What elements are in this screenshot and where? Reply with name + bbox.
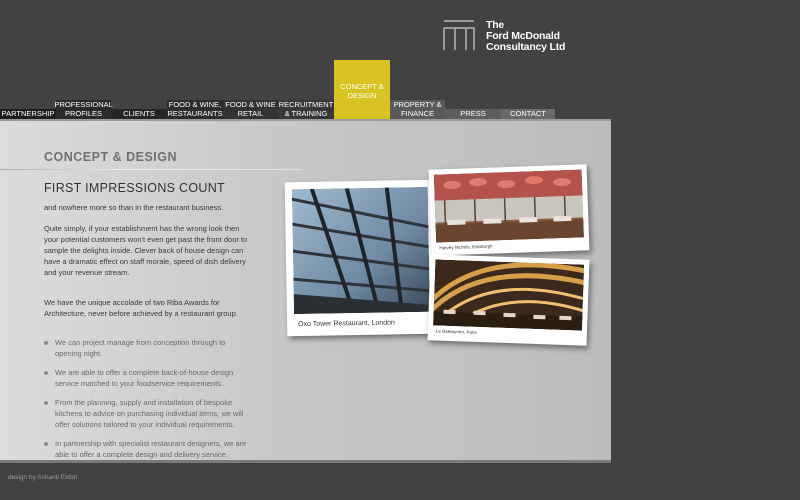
- photo-caption-bottom: Le Bateaurien, Paris: [435, 328, 477, 335]
- nav-concept-design[interactable]: CONCEPT & DESIGN: [334, 60, 390, 120]
- nav-press[interactable]: PRESS: [445, 109, 501, 120]
- list-item-text: In partnership with specialist restaurant designers, we are able to offer a complete design and delivery service.: [55, 439, 247, 459]
- dining-room-illustration: [434, 169, 584, 242]
- nav-professional-profiles[interactable]: PROFESSIONAL PROFILES: [56, 100, 111, 120]
- nav-food-wine-restaurants[interactable]: FOOD & WINE, RESTAURANTS: [167, 100, 223, 120]
- footer-divider: [0, 460, 611, 463]
- restaurant-bottom-image: [433, 259, 584, 330]
- photo-caption-top: Harvey Nichols, Edinburgh: [439, 243, 493, 251]
- body-paragraph-1: Quite simply, if your establishment has the wrong look then your potential customers won't even get past the front door to sample the delights inside. Clever back of house design can have a dramatic effect on staff morale, speed of dish delivery and your revenue stream.: [44, 224, 248, 277]
- bullet-icon: [44, 341, 48, 345]
- brand-line-1: The: [486, 19, 505, 31]
- body-paragraph-2: We have the unique accolade of two Riba Awards for Architecture, never before achieved by a restaurant group.: [44, 298, 238, 318]
- list-item: [44, 397, 254, 430]
- list-item-text: We are able to offer a complete back-of-house design service matched to your foodservice requirements.: [55, 368, 234, 388]
- photo-oxo-tower: [285, 180, 438, 337]
- glass-roof-illustration: [292, 187, 430, 314]
- list-item-text: From the planning, supply and installation of bespoke kitchens to advice on purchasing individual items, we will offer solutions tailored to your individual requirements.: [55, 398, 244, 429]
- nav-property-finance[interactable]: PROPERTY & FINANCE: [390, 100, 445, 120]
- list-item: [44, 438, 254, 460]
- main-nav: [0, 0, 800, 120]
- photo-restaurant-bottom: [428, 254, 590, 345]
- intro-text: and nowhere more so than in the restaurant business.: [44, 203, 224, 212]
- nav-food-wine-retail[interactable]: FOOD & WINE RETAIL: [223, 100, 278, 120]
- list-item: [44, 367, 254, 389]
- nav-contact[interactable]: CONTACT: [501, 109, 555, 120]
- photo-restaurant-top: [429, 164, 590, 255]
- brand-line-3: Consultancy Ltd: [486, 41, 566, 53]
- services-list: [44, 337, 254, 468]
- page-heading: FIRST IMPRESSIONS COUNT: [44, 181, 225, 195]
- section-title: CONCEPT & DESIGN: [44, 150, 178, 164]
- bullet-icon: [44, 371, 48, 375]
- list-item-text: We can project manage from conception through to opening night.: [55, 338, 226, 358]
- title-divider: [0, 169, 300, 170]
- arched-ceiling-illustration: [433, 259, 584, 330]
- photo-caption-main: Oxo Tower Restaurant, London: [298, 319, 395, 329]
- designer-credit[interactable]: design by Ashanti Exton: [8, 474, 78, 481]
- nav-clients[interactable]: CLIENTS: [111, 109, 167, 120]
- content-panel: [0, 119, 611, 462]
- nav-partnership[interactable]: PARTNERSHIP: [0, 109, 56, 120]
- oxo-tower-image: [292, 187, 430, 314]
- content-top-border: [0, 119, 611, 121]
- restaurant-top-image: [434, 169, 584, 242]
- list-item: [44, 337, 254, 359]
- nav-recruitment-training[interactable]: RECRUITMENT & TRAINING: [278, 100, 334, 120]
- brand-line-2: Ford McDonald: [486, 30, 560, 42]
- bullet-icon: [44, 442, 48, 446]
- bullet-icon: [44, 401, 48, 405]
